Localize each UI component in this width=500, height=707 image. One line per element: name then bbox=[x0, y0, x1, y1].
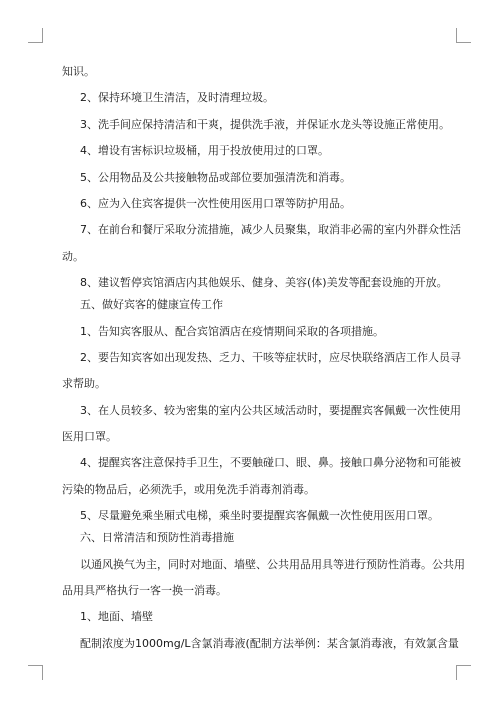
section-heading: 六、日常清洁和预防性消毒措施 bbox=[80, 531, 234, 545]
paragraph-line: 6、应为入住宾客提供一次性使用医用口罩等防护用品。 bbox=[80, 196, 351, 210]
paragraph-line: 3、洗手间应保持清洁和干爽，提供洗手液，并保证水龙头等设施正常使用。 bbox=[80, 117, 450, 131]
crop-mark-top-left bbox=[28, 28, 43, 43]
paragraph-line: 7、在前台和餐厅采取分流措施，减少人员聚集，取消非必需的室内外群众性活 bbox=[80, 223, 461, 237]
paragraph-line: 1、告知宾客服从、配合宾馆酒店在疫情期间采取的各项措施。 bbox=[80, 324, 384, 338]
paragraph-line: 3、在人员较多、较为密集的室内公共区域活动时，要提醒宾客佩戴一次性使用 bbox=[80, 403, 461, 417]
paragraph-line: 8、建议暂停宾馆酒店内其他娱乐、健身、美容(体)美发等配套设施的开放。 bbox=[80, 276, 448, 290]
paragraph-line: 以通风换气为主，同时对地面、墙壁、公共用品用具等进行预防性消毒。公共用 bbox=[80, 557, 465, 571]
paragraph-line: 知识。 bbox=[62, 65, 95, 78]
paragraph-line: 污染的物品后，必须洗手，或用免洗手消毒剂消毒。 bbox=[62, 482, 315, 496]
document-body bbox=[62, 64, 465, 651]
crop-mark-bottom-left bbox=[28, 665, 43, 680]
paragraph-line: 4、提醒宾客注意保持手卫生，不要触碰口、眼、鼻。接触口鼻分泌物和可能被 bbox=[80, 456, 461, 470]
paragraph-line: 2、保持环境卫生清洁，及时清理垃圾。 bbox=[80, 91, 274, 105]
paragraph-line: 动。 bbox=[62, 249, 84, 263]
paragraph-line: 医用口罩。 bbox=[62, 430, 117, 444]
paragraph-line: 4、增设有害标识垃圾桶，用于投放使用过的口罩。 bbox=[80, 144, 329, 158]
paragraph-line: 2、要告知宾客如出现发热、乏力、干咳等症状时，应尽快联络酒店工作人员寻 bbox=[80, 350, 461, 364]
section-heading: 五、做好宾客的健康宣传工作 bbox=[80, 298, 223, 312]
paragraph-line: 5、公用物品及公共接触物品或部位要加强清洗和消毒。 bbox=[80, 170, 351, 184]
crop-mark-top-right bbox=[456, 28, 471, 43]
paragraph-line: 品用具严格执行一客一换一消毒。 bbox=[62, 584, 227, 598]
crop-mark-bottom-right bbox=[456, 665, 471, 680]
paragraph-line: 配制浓度为1000mg/L含氯消毒液(配制方法举例：某含氯消毒液，有效氯含量 bbox=[80, 636, 459, 650]
paragraph-line: 5、尽量避免乘坐厢式电梯，乘坐时要提醒宾客佩戴一次性使用医用口罩。 bbox=[80, 509, 439, 523]
paragraph-line: 求帮助。 bbox=[62, 377, 106, 391]
subsection-heading: 1、地面、墙壁 bbox=[80, 610, 153, 624]
